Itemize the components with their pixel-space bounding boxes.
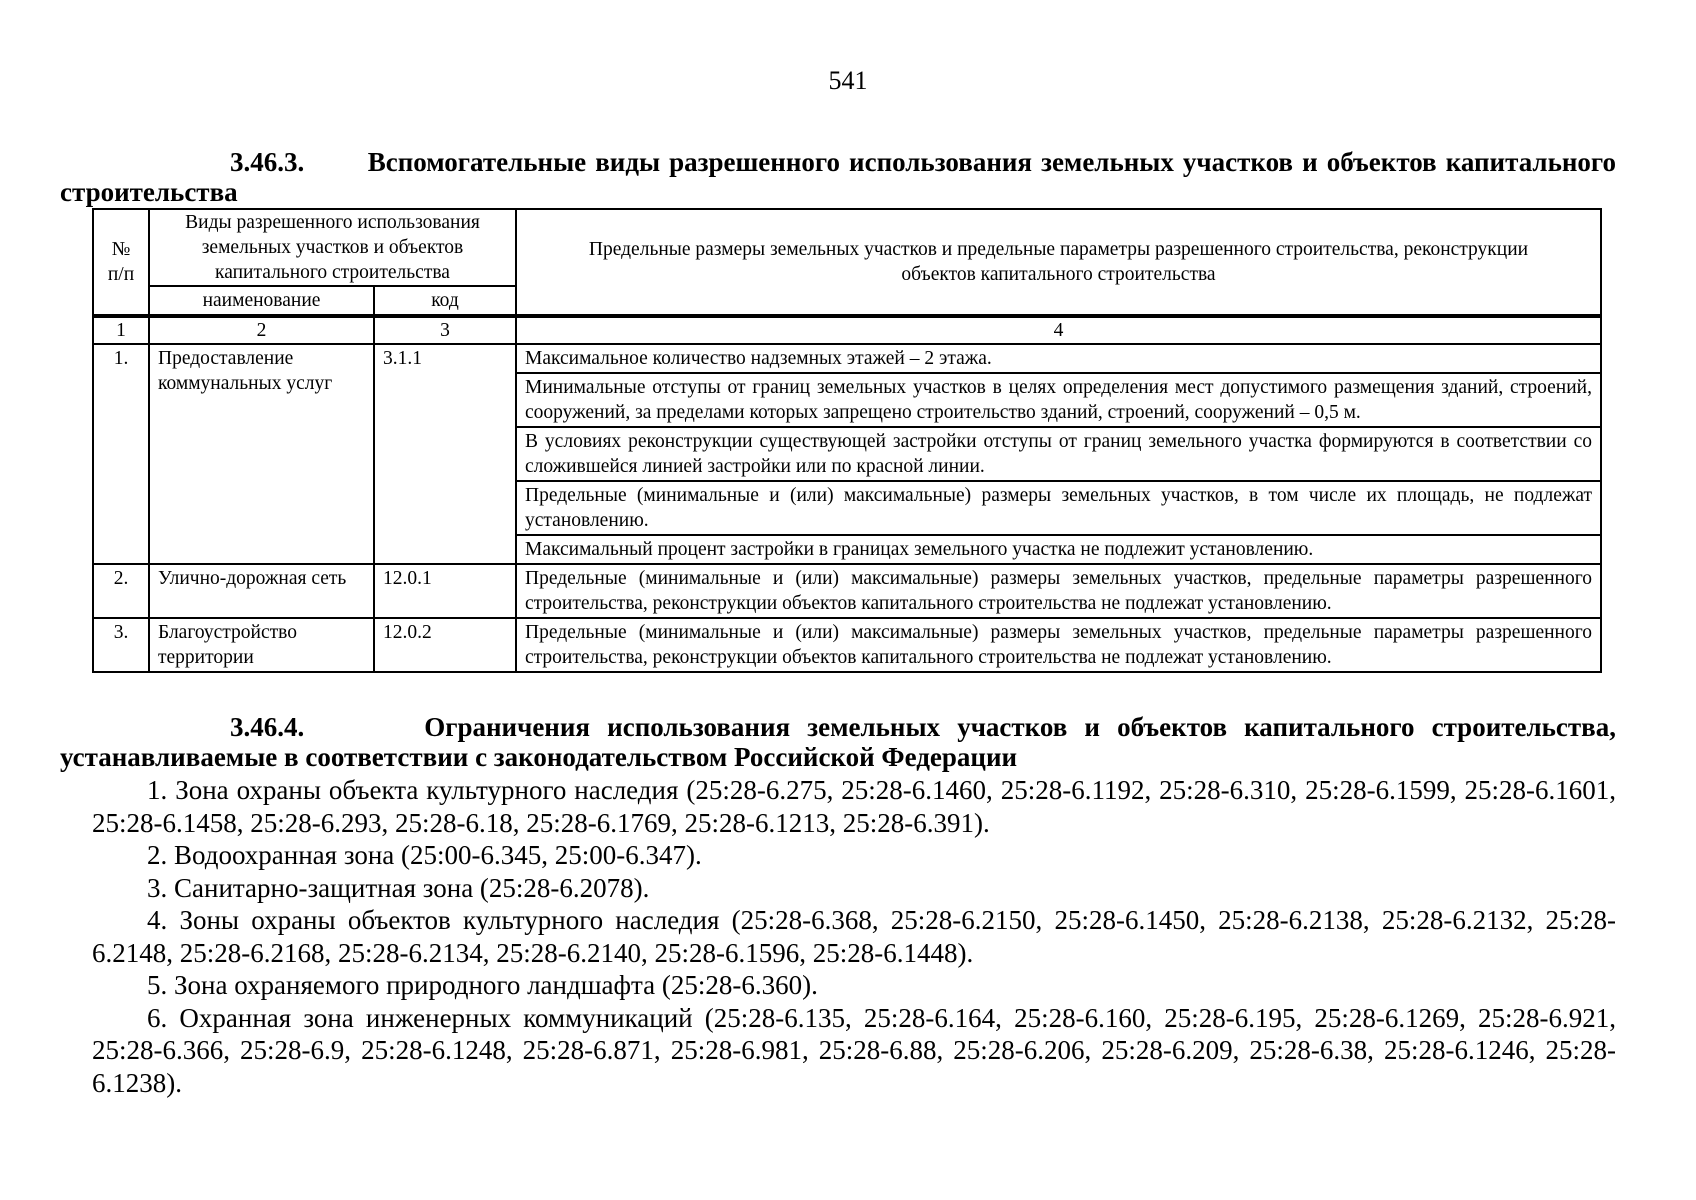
header-number-cell: № п/п bbox=[93, 209, 149, 315]
index-cell: 2 bbox=[149, 317, 374, 344]
row-param-cell: Максимальный процент застройки в границах земельного участка не подлежит установлению. bbox=[516, 535, 1601, 564]
index-cell: 4 bbox=[516, 317, 1601, 344]
restrictions-list bbox=[92, 774, 1616, 1099]
section-title: Вспомогательные виды разрешенного использования земельных участков и объектов капитального строительства bbox=[60, 147, 1616, 207]
restriction-item: 4. Зоны охраны объектов культурного наследия (25:28-6.368, 25:28-6.2150, 25:28-6.1450, 25:28-6.2138, 25:28-6.2132, 25:28-6.2148, 25:28-6.2168, 25:28-6.2134, 25:28-6.2140, 25:28-6.1596, 25:28-6.1448). bbox=[92, 905, 1616, 968]
table-row bbox=[93, 564, 1601, 618]
row-number-cell: 3. bbox=[93, 618, 149, 672]
restriction-item: 1. Зона охраны объекта культурного наследия (25:28-6.275, 25:28-6.1460, 25:28-6.1192, 25:28-6.310, 25:28-6.1599, 25:28-6.1601, 25:28-6.1458, 25:28-6.293, 25:28-6.18, 25:28-6.1769, 25:28-6.1213, 25:28-6.391). bbox=[92, 775, 1616, 838]
header-code-cell: код bbox=[374, 286, 516, 315]
index-row bbox=[93, 317, 1601, 344]
row-number-cell: 1. bbox=[93, 344, 149, 564]
section-number: 3.46.3. bbox=[230, 147, 305, 177]
index-cell: 1 bbox=[93, 317, 149, 344]
index-cell: 3 bbox=[374, 317, 516, 344]
restriction-item: 2. Водоохранная зона (25:00-6.345, 25:00-6.347). bbox=[147, 840, 702, 870]
row-param-cell: Предельные (минимальные и (или) максимальные) размеры земельных участков, предельные параметры разрешенного строительства, реконструкции объектов капитального строительства не подлежат установлению. bbox=[516, 564, 1601, 618]
row-code-cell: 3.1.1 bbox=[374, 344, 516, 564]
row-code-cell: 12.0.1 bbox=[374, 564, 516, 618]
row-param-cell: Предельные (минимальные и (или) максимальные) размеры земельных участков, в том числе их площадь, не подлежат установлению. bbox=[516, 481, 1601, 535]
page-number: 541 bbox=[828, 66, 868, 95]
restriction-item: 6. Охранная зона инженерных коммуникаций (25:28-6.135, 25:28-6.164, 25:28-6.160, 25:28-6.195, 25:28-6.1269, 25:28-6.921, 25:28-6.366, 25:28-6.9, 25:28-6.1248, 25:28-6.871, 25:28-6.981, 25:28-6.88, 25:28-6.206, 25:28-6.209, 25:28-6.38, 25:28-6.1246, 25:28-6.1238). bbox=[92, 1002, 1616, 1098]
row-name-cell: Улично-дорожная сеть bbox=[149, 564, 374, 618]
restriction-item: 5. Зона охраняемого природного ландшафта (25:28-6.360). bbox=[147, 970, 818, 1000]
section-heading-3-46-3 bbox=[60, 147, 1616, 207]
row-number-cell: 2. bbox=[93, 564, 149, 618]
row-param-cell: Максимальное количество надземных этажей – 2 этажа. bbox=[516, 344, 1601, 373]
table-row bbox=[93, 618, 1601, 672]
restriction-item: 3. Санитарно-защитная зона (25:28-6.2078). bbox=[147, 872, 650, 903]
table-row bbox=[93, 344, 1601, 373]
table-header bbox=[92, 208, 1602, 316]
row-name-cell: Предоставление коммунальных услуг bbox=[149, 344, 374, 564]
section-number: 3.46.4. bbox=[230, 712, 305, 742]
header-use-types-cell: Виды разрешенного использования земельных участков и объектов капитального строительства bbox=[149, 209, 516, 286]
header-params-cell: Предельные размеры земельных участков и предельные параметры разрешенного строительства, реконструкции объектов капитального строительства bbox=[516, 209, 1601, 315]
row-param-cell: Минимальные отступы от границ земельных участков в целях определения мест допустимого размещения зданий, строений, сооружений, за пределами которых запрещено строительство зданий, строений, сооружений – 0,5 м. bbox=[516, 373, 1601, 427]
section-title: Ограничения использования земельных участков и объектов капитального строительства, устанавливаемые в соответствии с законодательством Российской Федерации bbox=[60, 712, 1617, 772]
section-heading-3-46-4 bbox=[60, 712, 1617, 772]
table-body bbox=[92, 316, 1602, 673]
row-code-cell: 12.0.2 bbox=[374, 618, 516, 672]
row-param-cell: Предельные (минимальные и (или) максимальные) размеры земельных участков, предельные параметры разрешенного строительства, реконструкции объектов капитального строительства не подлежат установлению. bbox=[516, 618, 1601, 672]
row-param-cell: В условиях реконструкции существующей застройки отступы от границ земельного участка формируются в соответствии со сложившейся линией застройки или по красной линии. bbox=[516, 427, 1601, 481]
row-name-cell: Благоустройство территории bbox=[149, 618, 374, 672]
header-name-cell: наименование bbox=[149, 286, 374, 315]
